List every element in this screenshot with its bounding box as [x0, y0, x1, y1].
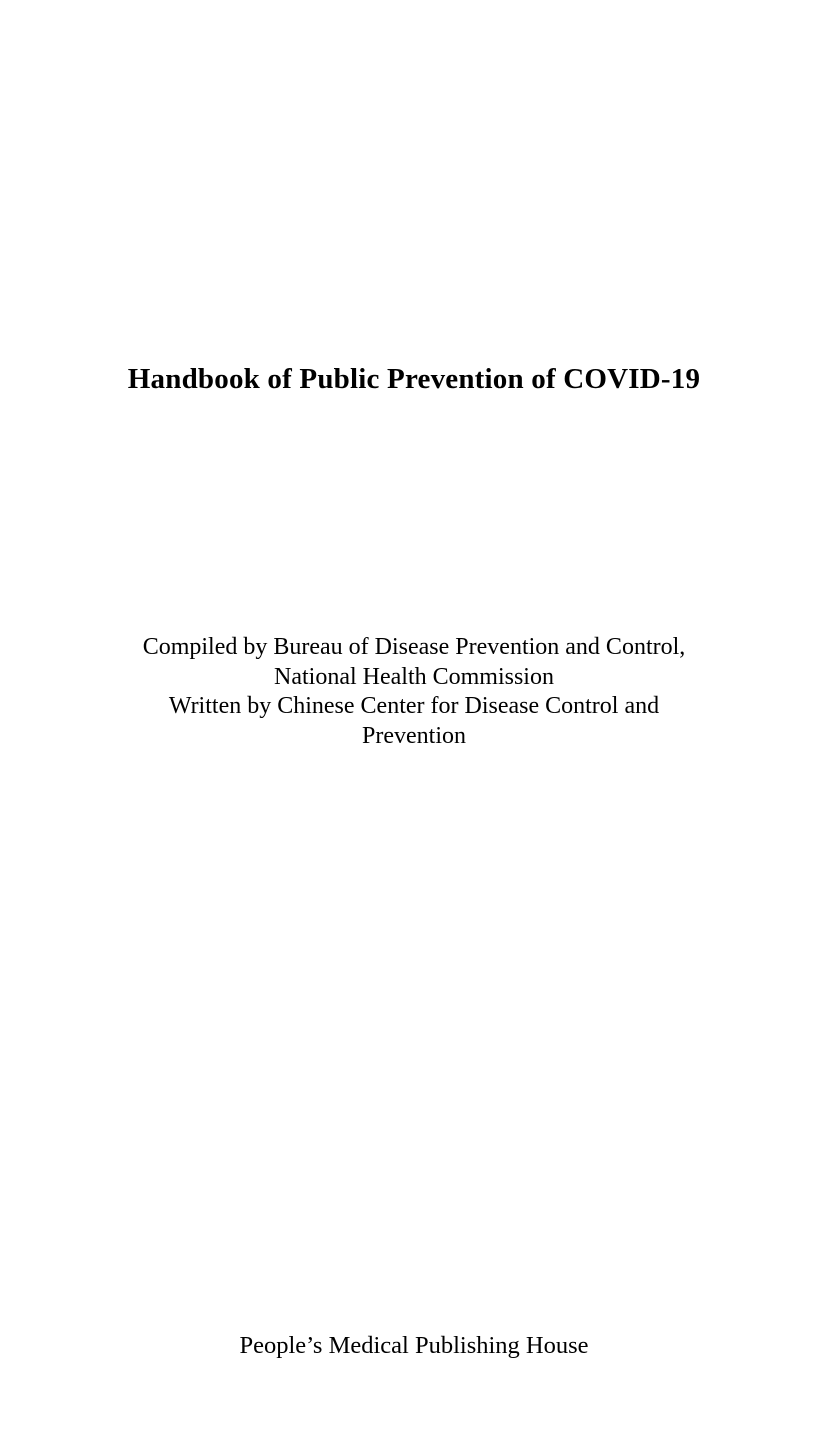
book-title: Handbook of Public Prevention of COVID-19	[127, 363, 701, 395]
publisher-line: People’s Medical Publishing House	[239, 1332, 589, 1359]
byline-compiled-line-1: Compiled by Bureau of Disease Prevention and Control,	[142, 634, 686, 660]
byline-written-line-1: Written by Chinese Center for Disease Control and	[168, 693, 660, 719]
byline-written-line-2: Prevention	[362, 722, 466, 749]
byline-block	[0, 633, 828, 751]
byline-compiled-line-2: National Health Commission	[274, 663, 554, 690]
